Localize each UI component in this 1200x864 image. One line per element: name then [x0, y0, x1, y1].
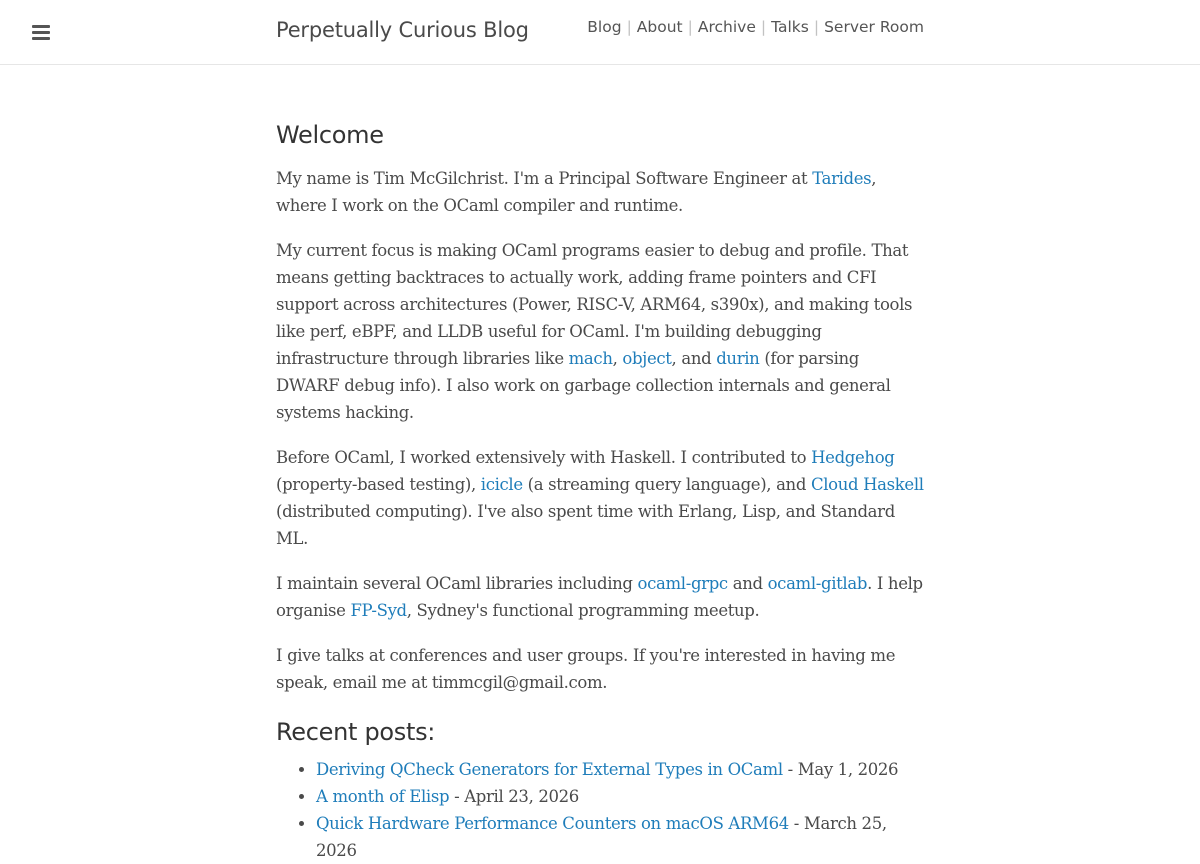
- text-span: (property-based testing),: [276, 475, 481, 494]
- main-content: [276, 116, 926, 864]
- haskell-paragraph: [276, 444, 926, 552]
- nav-separator: |: [760, 18, 767, 36]
- nav-link-about[interactable]: About: [636, 18, 683, 36]
- nav-link-archive[interactable]: Archive: [697, 18, 756, 36]
- link-cloud-haskell[interactable]: Cloud Haskell: [810, 475, 924, 494]
- nav-separator: |: [626, 18, 632, 36]
- text-span: , where I work on the OCaml compiler and runtime.: [276, 169, 877, 215]
- nav-separator: |: [687, 18, 693, 36]
- site-title-link[interactable]: Perpetually Curious Blog: [276, 18, 529, 42]
- text-span: My current focus is making OCaml programs easier to debug and profile. That means getting backtraces to actually work, adding frame pointers and CFI support across architectures (Power, RISC-V, ARM64, s390x), and making tools like perf, eBPF, and LLDB useful for OCaml. I'm building debugging infrastructure through libraries like: [276, 241, 913, 368]
- link-durin[interactable]: durin: [716, 349, 760, 368]
- text-span: (for parsing DWARF debug info). I also work on garbage collection internals and general systems hacking.: [276, 349, 891, 422]
- nav-link-blog[interactable]: Blog: [587, 18, 622, 36]
- link-hedgehog[interactable]: Hedgehog: [811, 448, 895, 467]
- hamburger-line: [32, 31, 50, 34]
- talks-paragraph: I give talks at conferences and user groups. If you're interested in having me speak, email me at timmcgil@gmail.com.: [276, 646, 896, 692]
- post-link[interactable]: A month of Elisp: [316, 787, 450, 806]
- text-span: , Sydney's functional programming meetup.: [406, 601, 760, 620]
- link-object[interactable]: object: [622, 349, 672, 368]
- libraries-paragraph: [276, 570, 926, 624]
- link-mach[interactable]: mach: [568, 349, 613, 368]
- nav-link-talks[interactable]: Talks: [771, 18, 809, 36]
- link-fp-syd[interactable]: FP-Syd: [350, 601, 407, 620]
- text-span: Before OCaml, I worked extensively with Haskell. I contributed to: [276, 448, 812, 467]
- post-date: March 25, 2026: [316, 814, 887, 860]
- list-item: [316, 810, 926, 864]
- post-date: May 1, 2026: [797, 760, 899, 779]
- text-span: (distributed computing). I've also spent time with Erlang, Lisp, and Standard ML.: [276, 502, 895, 548]
- intro-paragraph: [276, 165, 926, 219]
- list-item: [316, 756, 926, 783]
- focus-paragraph: [276, 237, 926, 426]
- top-navigation-bar: [0, 0, 1200, 65]
- link-ocaml-grpc[interactable]: ocaml-grpc: [637, 574, 728, 593]
- text-span: My name is Tim McGilchrist. I'm a Principal Software Engineer at: [276, 169, 813, 188]
- date-separator: -: [788, 814, 804, 833]
- text-span: , and: [671, 349, 717, 368]
- hamburger-menu-icon[interactable]: [32, 25, 50, 39]
- recent-posts-heading: Recent posts:: [276, 718, 436, 746]
- list-item: [316, 783, 926, 810]
- text-span: and: [727, 574, 768, 593]
- link-tarides[interactable]: Tarides: [812, 169, 872, 188]
- post-date: April 23, 2026: [464, 787, 579, 806]
- hamburger-line: [32, 37, 50, 40]
- text-span: I maintain several OCaml libraries including: [276, 574, 638, 593]
- post-link[interactable]: Deriving QCheck Generators for External Types in OCaml: [316, 760, 783, 779]
- hamburger-line: [32, 25, 50, 28]
- link-ocaml-gitlab[interactable]: ocaml-gitlab: [767, 574, 868, 593]
- date-separator: -: [449, 787, 465, 806]
- main-nav: [587, 18, 924, 36]
- nav-link-server-room[interactable]: Server Room: [824, 18, 924, 36]
- text-span: . I help organise: [276, 574, 923, 620]
- recent-posts-list: [276, 756, 926, 864]
- date-separator: -: [782, 760, 798, 779]
- text-span: (a streaming query language), and: [522, 475, 811, 494]
- link-icicle[interactable]: icicle: [480, 475, 523, 494]
- welcome-heading: Welcome: [276, 121, 384, 149]
- post-link[interactable]: Quick Hardware Performance Counters on macOS ARM64: [316, 814, 789, 833]
- nav-separator: |: [813, 18, 820, 36]
- text-span: ,: [612, 349, 623, 368]
